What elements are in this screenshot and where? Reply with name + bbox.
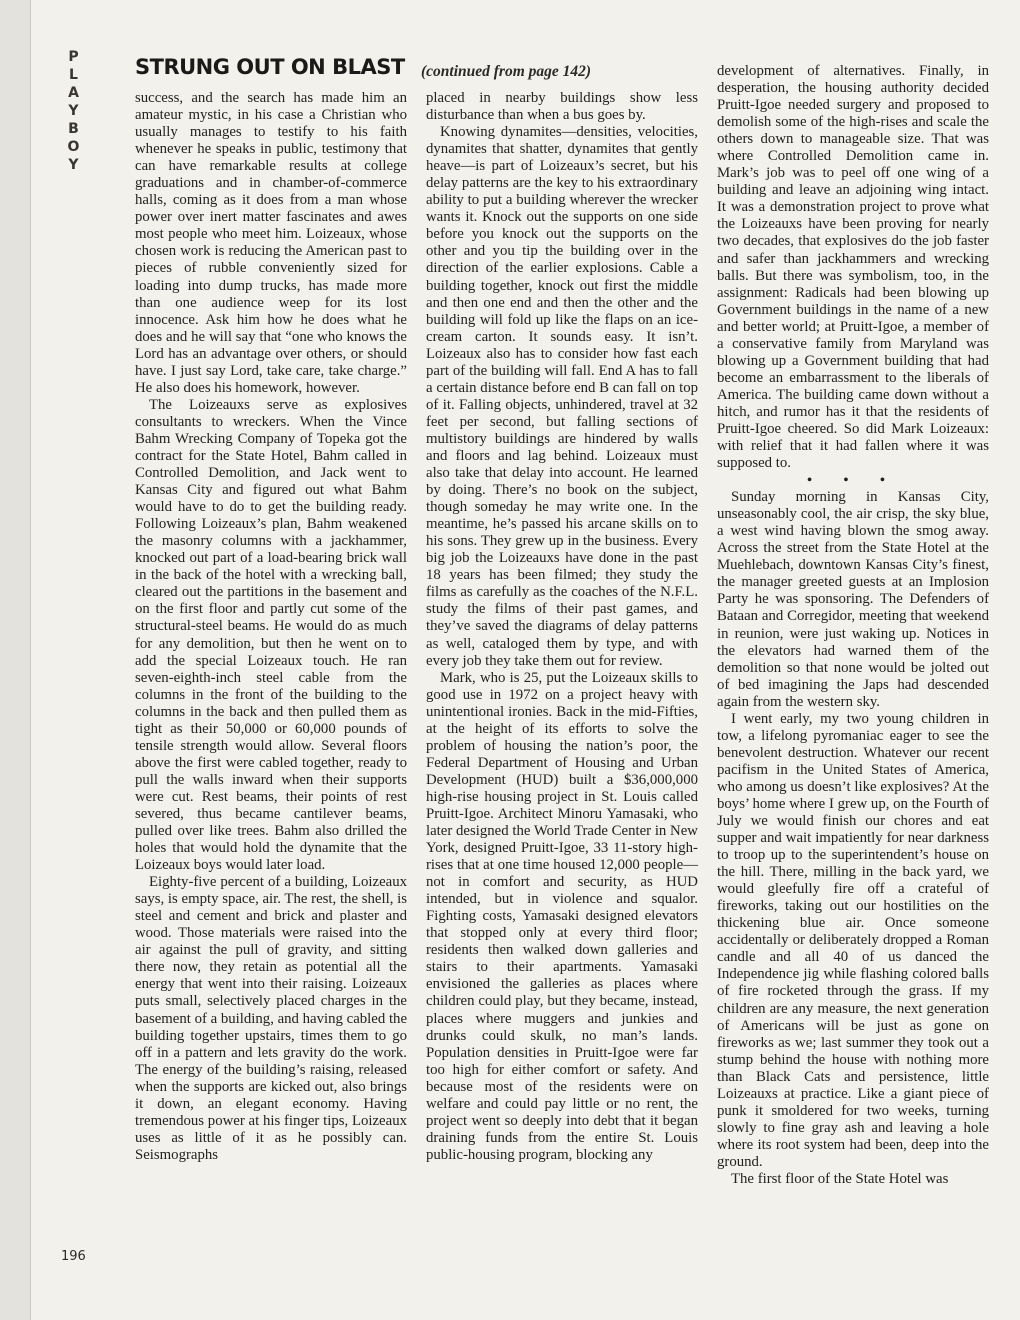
running-head-letter: O <box>67 139 81 155</box>
paragraph: development of alternatives. Finally, in desperation, the housing authority decided Pruitt-Igoe needed surgery and proposed to demolish some of the high-rises and scale the others down to manageable size. That was where Controlled Demolition came in. Mark’s job was to peel off one wing of a building and leave an adjoining wing intact. It was a demonstration project to prove what the Loizeauxs have been proving for nearly two decades, that explosives do the job faster and safer than jackhammers and wrecking balls. But there was symbolism, too, in the assignment: Radicals had been blowing up Government buildings in the name of a new and better world; at Pruitt-Igoe, a member of a conservative family from Maryland was blowing up a Government building that had become an embarrassment to the liberals of America. The building came down without a hitch, and rumor has it that the residents of Pruitt-Igoe cheered. So did Mark Loizeaux: with relief that it had fallen where it was supposed to. <box>717 63 989 472</box>
running-head-letter: L <box>69 67 79 83</box>
continued-from-note: (continued from page 142) <box>421 63 592 80</box>
running-head-letter: P <box>68 49 80 65</box>
paragraph: Mark, who is 25, put the Loizeaux skills to good use in 1972 on a project heavy with unintentional ironies. Back in the mid-Fifties, at the height of its efforts to solve the problem of housing the nation’s poor, the Federal Department of Housing and Urban Development (HUD) built a $36,000,000 high-rise housing project in St. Louis called Pruitt-Igoe. Architect Minoru Yamasaki, who later designed the World Trade Center in New York, designed Pruitt-Igoe, 33 11-story high-rises that at one time housed 12,000 people—not in comfort and security, as HUD intended, but in violence and squalor. Fighting costs, Yamasaki designed elevators that stopped only at every third floor; residents then walked down galleries and stairs to their apartments. Yamasaki envisioned the galleries as places where children could play, but they became, instead, places where muggers and junkies and drunks could skulk, no man’s lands. Population densities in Pruitt-Igoe were far too high for either comfort or safety. And because most of the residents were on welfare and could pay little or no rent, the project went so deeply into debt that it began draining funds from the entire St. Louis public-housing program, blocking any <box>426 669 698 1163</box>
section-break: • • • <box>807 473 899 489</box>
paragraph: Sunday morning in Kansas City, unseasonably cool, the air crisp, the sky blue, a west wind having blown the smog away. Across the street from the State Hotel at the Muehlebach, downtown Kansas City’s finest, the manager greeted guests at an Implosion Party he was sponsoring. The Defenders of Bataan and Corregidor, meeting that weekend in reunion, were just waking up. Notices in the elevators had warned them of the demolition so that none would be jolted out of bed imagining the Japs had descended again from the western sky. <box>717 489 989 710</box>
running-head-letter: B <box>68 121 80 137</box>
running-head-letter: A <box>68 85 80 101</box>
article-title: STRUNG OUT ON BLAST <box>135 55 405 79</box>
magazine-running-head <box>63 48 85 174</box>
paragraph: Knowing dynamites—densities, velocities, dynamites that shatter, dynamites that gently heave—is part of Loizeaux’s secret, but his delay patterns are the key to his extraordinary ability to put a building wherever the wrecker wants it. Knock out the supports on one side before you knock out the supports on the other and you tip the building over in the direction of the earlier explosions. Cable a building together, knock out first the middle and then one end and then the other and the building will fold up like the flaps on an ice-cream carton. It sounds easy. It isn’t. Loizeaux also has to consider how fast each part of the building will fall. End A has to fall a certain distance before end B can fall on top of it. Falling objects, unhindered, travel at 32 feet per second, but falling sections of multistory buildings are hindered by walls and floors and lag behind. Loizeaux must also take that delay into account. He learned by doing. There’s no book on the subject, though someday he may write one. In the meantime, he’s passed his arcane skills on to his sons. They grew up in the business. Every big job the Loizeauxs have done in the past 18 years has been filmed; they study the films as carefully as the coaches of the N.F.L. study the films of their past games, and they’ve saved the diagrams of delay patterns as well, cataloged them by type, and with every job they take them out for review. <box>426 124 698 669</box>
paragraph: I went early, my two young children in tow, a lifelong pyromaniac eager to see the benevolent destruction. Whatever our recent pacifism in the United States of America, who among us doesn’t like explosives? At the boys’ home where I grew up, on the Fourth of July we would finish our chores and eat supper and wait impatiently for near darkness to troop up to the superintendent’s house on the hill. There, milling in the back yard, we would gleefully fire off a crateful of fireworks, taking out our hostilities on the thickening blue air. Once someone accidentally or deliberately dropped a Roman candle and all 40 of us danced the Independence jig while flashing colored balls of fire rocketed through the grass. If my children are any measure, the next generation of Americans will be just as gone on fireworks as we; last summer they took out a stump behind the house with nothing more than Black Cats and persistence, little Loizeauxs at practice. Like a giant piece of punk it smoldered for two weeks, turning slowly to fine gray ash and leaving a hole where its root system had been, deep into the ground. <box>717 710 989 1170</box>
running-head-letter: Y <box>68 103 80 119</box>
running-head-letter: Y <box>68 157 80 173</box>
paragraph: Eighty-five percent of a building, Loizeaux says, is empty space, air. The rest, the shell, is steel and cement and brick and plaster and wood. Those materials were raised into the air against the pull of gravity, and sitting there now, they retain as potential all the energy that went into their raising. Loizeaux puts small, selectively placed charges in the basement of a building, and having cabled the building together upstairs, times them to go off in a pattern and lets gravity do the work. The energy of the building’s raising, released when the supports are kicked out, also brings it down, an elegant economy. Having tremendous power at his finger tips, Loizeaux uses as little of it as he possibly can. Seismographs <box>135 874 408 1163</box>
magazine-page <box>30 0 1020 1320</box>
page-number: 196 <box>61 1249 86 1264</box>
text-column-2 <box>426 90 698 1164</box>
text-column-3 <box>717 63 989 1188</box>
text-column-1 <box>135 90 407 1164</box>
paragraph: The Loizeauxs serve as explosives consultants to wreckers. When the Vince Bahm Wrecking Company of Topeka got the contract for the State Hotel, Bahm called in Controlled Demolition, and Jack went to Kansas City and figured out what Bahm would have to do to get the building ready. Following Loizeaux’s plan, Bahm weakened the masonry columns with a jackhammer, knocked out part of a load-bearing brick wall in the back of the hotel with a wrecking ball, cleared out the partitions in the basement and on the first floor and partly cut some of the structural-steel beams. He would do as much for any demolition, but then he went on to add the special Loizeaux touch. He ran seven-eighth-inch steel cable from the columns in the front of the building to the columns in the back and then pulled them as tight as their 50,000 or 60,000 pounds of tensile strength would allow. Several floors above the first were cabled together, ready to pull the walls inward when their supports were cut. Rest beams, their points of rest severed, thus became cantilever beams, pulled over like trees. Bahm also drilled the holes that would hold the dynamite that the Loizeaux boys would later load. <box>135 396 407 874</box>
paragraph: The first floor of the State Hotel was <box>731 1171 949 1187</box>
paragraph: success, and the search has made him an amateur mystic, in his case a Christian who usually manages to testify to his faith whenever he speaks in public, testimony that can have remarkable results at college graduations and in chamber-of-commerce halls, coming as it does from a man whose power over inert matter fascinates and awes most people who meet him. Loizeaux, whose chosen work is reducing the American past to pieces of rubble conveniently sized for loading into dump trucks, has made more than one audience weep for its lost innocence. Ask him how he does what he does and he will say that “one who knows the Lord has an advantage over others, or should have. I just say Lord, take care, take charge.” He also does his homework, however. <box>135 90 407 396</box>
paragraph: placed in nearby buildings show less disturbance than when a bus goes by. <box>426 90 698 124</box>
